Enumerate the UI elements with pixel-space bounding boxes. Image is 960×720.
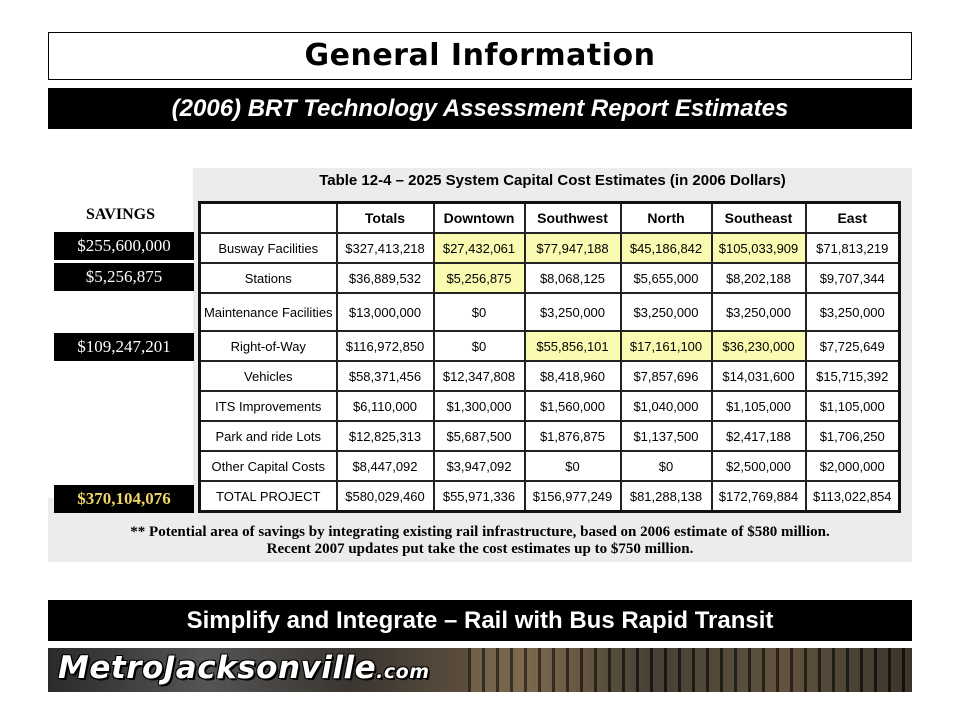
table-cell: $36,889,532 — [337, 263, 434, 293]
savings-total: $370,104,076 — [54, 485, 194, 513]
table-cell: $1,137,500 — [621, 421, 712, 451]
table-row — [200, 361, 900, 391]
row-label: Stations — [200, 263, 337, 293]
table-row-total — [200, 481, 900, 512]
row-label: Vehicles — [200, 361, 337, 391]
table-row — [200, 391, 900, 421]
row-label: Park and ride Lots — [200, 421, 337, 451]
savings-right-of-way: $109,247,201 — [54, 333, 194, 361]
table-cell: $7,725,649 — [806, 331, 900, 361]
table-cell: $0 — [434, 293, 525, 331]
table-cell: $1,105,000 — [712, 391, 806, 421]
table-row — [200, 263, 900, 293]
table-cell: $1,300,000 — [434, 391, 525, 421]
table-cell: $17,161,100 — [621, 331, 712, 361]
table-row — [200, 331, 900, 361]
footnote-line-2: Recent 2007 updates put take the cost estimates up to $750 million. — [266, 541, 694, 557]
table-cell: $116,972,850 — [337, 331, 434, 361]
table-cell: $1,105,000 — [806, 391, 900, 421]
table-cell: $1,560,000 — [525, 391, 621, 421]
table-cell: $12,347,808 — [434, 361, 525, 391]
table-cell: $8,418,960 — [525, 361, 621, 391]
table-cell: $27,432,061 — [434, 233, 525, 263]
footnote — [48, 524, 912, 558]
metrojacksonville-banner — [48, 648, 912, 692]
column-header: East — [806, 203, 900, 234]
table-cell: $36,230,000 — [712, 331, 806, 361]
table-cell: $2,417,188 — [712, 421, 806, 451]
table-cell: $1,040,000 — [621, 391, 712, 421]
table-cell: $14,031,600 — [712, 361, 806, 391]
table-cell: $58,371,456 — [337, 361, 434, 391]
slide-title: General Information — [304, 38, 656, 73]
column-header: Downtown — [434, 203, 525, 234]
capital-cost-table — [198, 201, 901, 513]
table-cell: $0 — [621, 451, 712, 481]
table-cell: $55,971,336 — [434, 481, 525, 512]
column-header — [200, 203, 337, 234]
table-cell: $2,000,000 — [806, 451, 900, 481]
table-cell: $3,947,092 — [434, 451, 525, 481]
row-label: ITS Improvements — [200, 391, 337, 421]
column-header: Totals — [337, 203, 434, 234]
table-cell: $9,707,344 — [806, 263, 900, 293]
table-cell: $15,715,392 — [806, 361, 900, 391]
table-cell: $105,033,909 — [712, 233, 806, 263]
table-cell: $1,876,875 — [525, 421, 621, 451]
footnote-line-1: ** Potential area of savings by integrating existing rail infrastructure, based on 2006 estimate of $580 million. — [130, 524, 830, 540]
table-cell: $580,029,460 — [337, 481, 434, 512]
table-cell: $8,202,188 — [712, 263, 806, 293]
bottom-banner: Simplify and Integrate – Rail with Bus Rapid Transit — [48, 600, 912, 641]
table-cell: $156,977,249 — [525, 481, 621, 512]
slide-title-box — [48, 32, 912, 80]
table-cell: $2,500,000 — [712, 451, 806, 481]
table-cell: $55,856,101 — [525, 331, 621, 361]
table-cell: $1,706,250 — [806, 421, 900, 451]
subtitle-bar: (2006) BRT Technology Assessment Report Estimates — [48, 88, 912, 129]
table-header-row — [200, 203, 900, 234]
table-caption: Table 12-4 – 2025 System Capital Cost Estimates (in 2006 Dollars) — [319, 172, 786, 189]
table-row — [200, 233, 900, 263]
column-header: Southeast — [712, 203, 806, 234]
table-cell: $13,000,000 — [337, 293, 434, 331]
row-label: Other Capital Costs — [200, 451, 337, 481]
row-label: Busway Facilities — [200, 233, 337, 263]
table-cell: $6,110,000 — [337, 391, 434, 421]
table-cell: $0 — [434, 331, 525, 361]
table-cell: $5,256,875 — [434, 263, 525, 293]
row-label: TOTAL PROJECT — [200, 481, 337, 512]
table-row — [200, 293, 900, 331]
table-cell: $12,825,313 — [337, 421, 434, 451]
savings-header: SAVINGS — [85, 206, 156, 223]
table-row — [200, 421, 900, 451]
table-cell: $7,857,696 — [621, 361, 712, 391]
table-cell: $5,655,000 — [621, 263, 712, 293]
table-cell: $8,068,125 — [525, 263, 621, 293]
table-row — [200, 451, 900, 481]
savings-busway: $255,600,000 — [54, 232, 194, 260]
table-cell: $5,687,500 — [434, 421, 525, 451]
table-cell: $3,250,000 — [806, 293, 900, 331]
table-cell: $0 — [525, 451, 621, 481]
table-cell: $327,413,218 — [337, 233, 434, 263]
column-header: Southwest — [525, 203, 621, 234]
table-cell: $77,947,188 — [525, 233, 621, 263]
table-cell: $3,250,000 — [621, 293, 712, 331]
table-cell: $45,186,842 — [621, 233, 712, 263]
column-header: North — [621, 203, 712, 234]
savings-stations: $5,256,875 — [54, 263, 194, 291]
table-cell: $81,288,138 — [621, 481, 712, 512]
table-cell: $113,022,854 — [806, 481, 900, 512]
table-cell: $3,250,000 — [712, 293, 806, 331]
cost-table-image — [48, 168, 912, 562]
table-cell: $8,447,092 — [337, 451, 434, 481]
table-cell: $172,769,884 — [712, 481, 806, 512]
table-cell: $71,813,219 — [806, 233, 900, 263]
row-label: Right-of-Way — [200, 331, 337, 361]
table-cell: $3,250,000 — [525, 293, 621, 331]
site-logo: MetroJacksonville.com — [58, 650, 430, 686]
row-label: Maintenance Facilities — [200, 293, 337, 331]
